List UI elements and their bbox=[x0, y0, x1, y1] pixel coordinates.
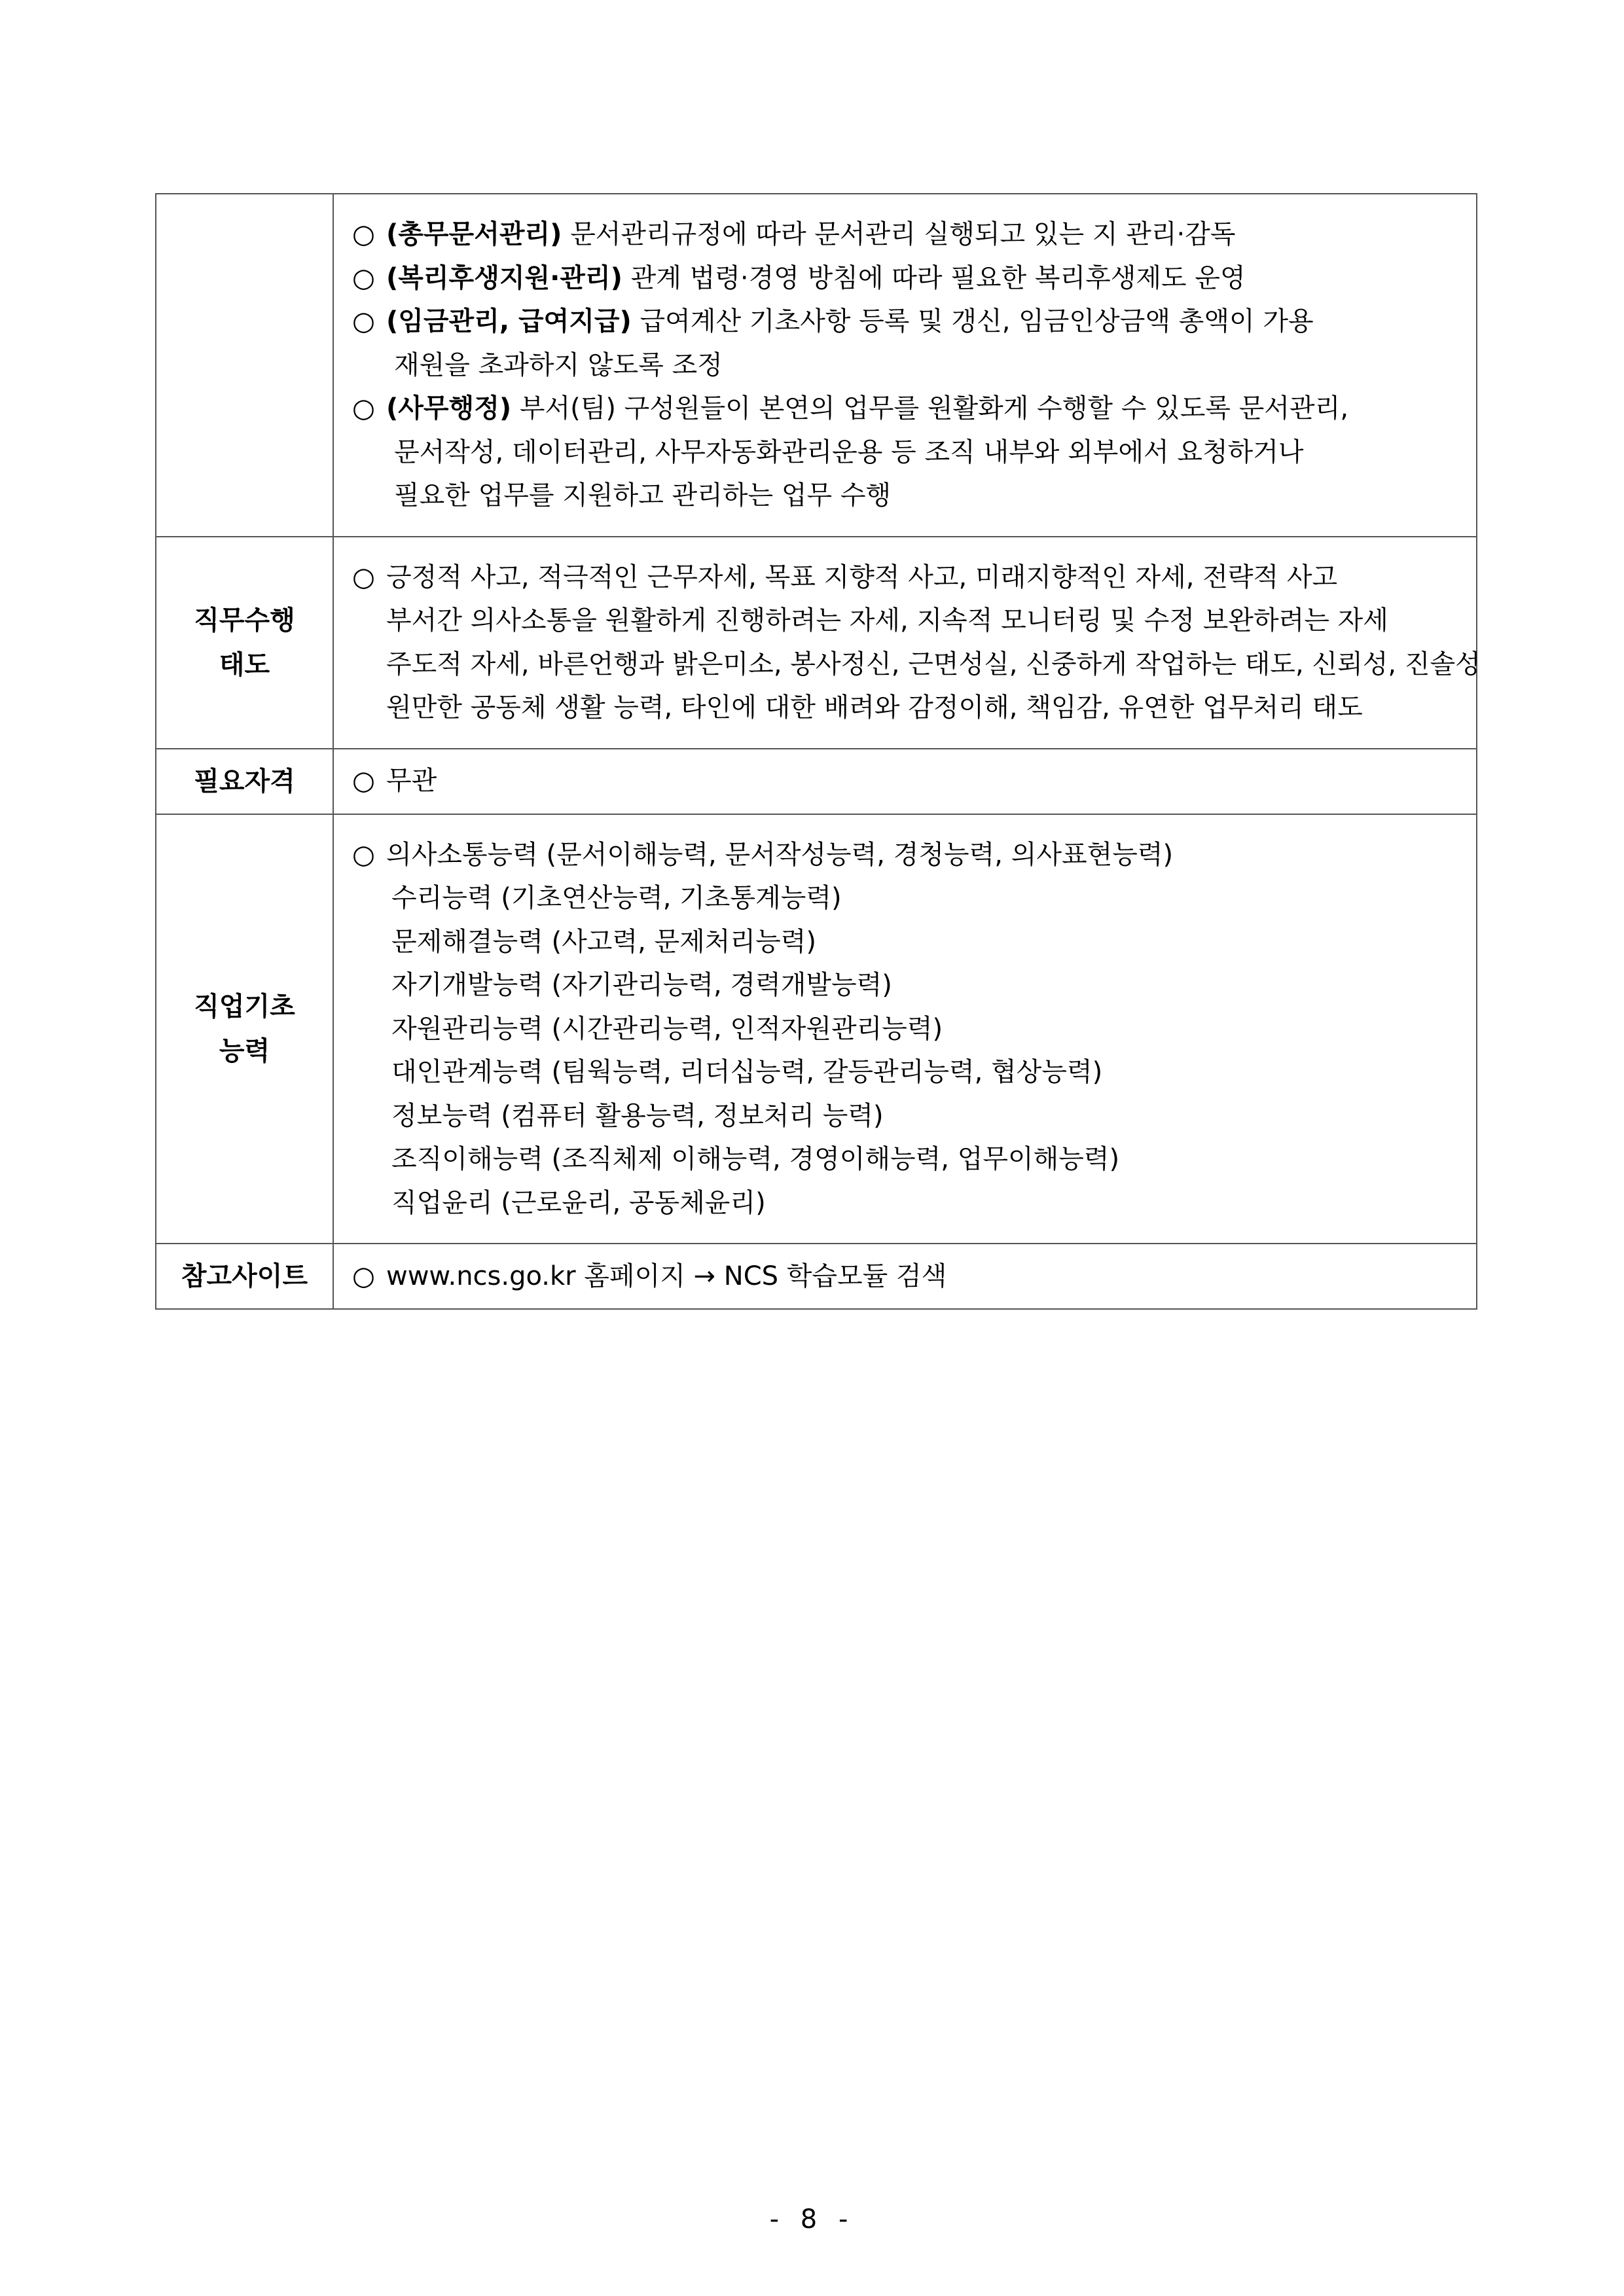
duties-row bbox=[156, 194, 1477, 537]
qualification-label: 필요자격 bbox=[156, 749, 333, 814]
job-description-table bbox=[155, 193, 1481, 1310]
qualification-line bbox=[352, 759, 1460, 803]
circle-bullet-icon: ○ bbox=[352, 262, 375, 293]
circle-bullet-icon: ○ bbox=[352, 219, 375, 249]
reference-line bbox=[352, 1255, 1460, 1299]
qualification-row bbox=[156, 749, 1477, 814]
basic-skills-content bbox=[333, 814, 1477, 1244]
basic-skills-label bbox=[156, 814, 333, 1244]
duty-title: (총무문서관리) bbox=[386, 219, 562, 249]
duty-title: (사무행정) bbox=[386, 393, 512, 423]
attitude-text: 긍정적 사고, 적극적인 근무자세, 목표 지향적 사고, 미래지향적인 자세, 전략적 사고 bbox=[386, 562, 1338, 592]
duties-label bbox=[156, 194, 333, 537]
basic-skills-row bbox=[156, 814, 1477, 1244]
duty-text: 문서관리규정에 따라 문서관리 실행되고 있는 지 관리·감독 bbox=[562, 219, 1236, 249]
qualification-content bbox=[333, 749, 1477, 814]
circle-bullet-icon: ○ bbox=[352, 306, 375, 336]
skill-line: 자기개발능력 (자기관리능력, 경력개발능력) bbox=[391, 970, 892, 1000]
duty-text: 급여계산 기초사항 등록 및 갱신, 임금인상금액 총액이 가용 bbox=[631, 306, 1314, 336]
qualification-text: 무관 bbox=[386, 766, 437, 797]
page-number: - 8 - bbox=[769, 2204, 855, 2234]
duty-continuation: 문서작성, 데이터관리, 사무자동화관리운용 등 조직 내부와 외부에서 요청하거나 bbox=[394, 437, 1304, 467]
circle-bullet-icon: ○ bbox=[352, 1261, 375, 1291]
attitude-label-line1: 직무수행 bbox=[194, 605, 295, 636]
skill-line: 문제해결능력 (사고력, 문제처리능력) bbox=[391, 926, 816, 957]
circle-bullet-icon: ○ bbox=[352, 562, 375, 592]
attitude-line: 원만한 공동체 생활 능력, 타인에 대한 배려와 감정이해, 책임감, 유연한 업무처리 태도 bbox=[386, 692, 1363, 723]
duty-continuation: 재원을 초과하지 않도록 조정 bbox=[394, 350, 723, 380]
skill-line bbox=[352, 833, 1460, 877]
attitude-content bbox=[333, 537, 1481, 749]
attitude-row bbox=[156, 537, 1477, 749]
reference-text: www.ncs.go.kr 홈페이지 → NCS 학습모듈 검색 bbox=[386, 1261, 947, 1291]
attitude-line: 주도적 자세, 바른언행과 밝은미소, 봉사정신, 근면성실, 신중하게 작업하는 태도, 신뢰성, 진솔성 bbox=[386, 649, 1481, 679]
circle-bullet-icon: ○ bbox=[352, 839, 375, 870]
skill-line: 직업윤리 (근로윤리, 공동체윤리) bbox=[391, 1187, 766, 1218]
duties-content bbox=[333, 194, 1477, 537]
reference-label: 참고사이트 bbox=[156, 1244, 333, 1309]
duty-item bbox=[352, 300, 1460, 344]
duty-title: (임금관리, 급여지급) bbox=[386, 306, 632, 336]
duty-item bbox=[352, 387, 1460, 431]
skill-text: 의사소통능력 (문서이해능력, 문서작성능력, 경청능력, 의사표현능력) bbox=[386, 839, 1174, 870]
duty-continuation: 필요한 업무를 지원하고 관리하는 업무 수행 bbox=[394, 480, 892, 511]
attitude-label-line2: 태도 bbox=[219, 649, 270, 680]
duty-item bbox=[352, 257, 1460, 300]
duty-text: 관계 법령·경영 방침에 따라 필요한 복리후생제도 운영 bbox=[622, 262, 1246, 293]
reference-content bbox=[333, 1244, 1477, 1309]
skill-line: 자원관리능력 (시간관리능력, 인적자원관리능력) bbox=[391, 1013, 943, 1044]
skill-line: 조직이해능력 (조직체제 이해능력, 경영이해능력, 업무이해능력) bbox=[391, 1144, 1120, 1174]
skill-line: 수리능력 (기초연산능력, 기초통계능력) bbox=[391, 883, 842, 913]
reference-row bbox=[156, 1244, 1477, 1309]
basic-skills-label-line1: 직업기초 bbox=[194, 991, 295, 1022]
attitude-line bbox=[352, 556, 1460, 600]
skill-line: 정보능력 (컴퓨터 활용능력, 정보처리 능력) bbox=[391, 1100, 884, 1131]
circle-bullet-icon: ○ bbox=[352, 393, 375, 423]
circle-bullet-icon: ○ bbox=[352, 766, 375, 797]
attitude-line: 부서간 의사소통을 원활하게 진행하려는 자세, 지속적 모니터링 및 수정 보완하려는 자세 bbox=[386, 605, 1388, 636]
duty-text: 부서(팀) 구성원들이 본연의 업무를 원활화게 수행할 수 있도록 문서관리, bbox=[511, 393, 1349, 423]
skill-line: 대인관계능력 (팀웍능력, 리더십능력, 갈등관리능력, 협상능력) bbox=[391, 1057, 1103, 1087]
basic-skills-label-line2: 능력 bbox=[219, 1035, 270, 1066]
attitude-label bbox=[156, 537, 333, 749]
duty-title: (복리후생지원·관리) bbox=[386, 262, 623, 293]
duty-item bbox=[352, 213, 1460, 257]
